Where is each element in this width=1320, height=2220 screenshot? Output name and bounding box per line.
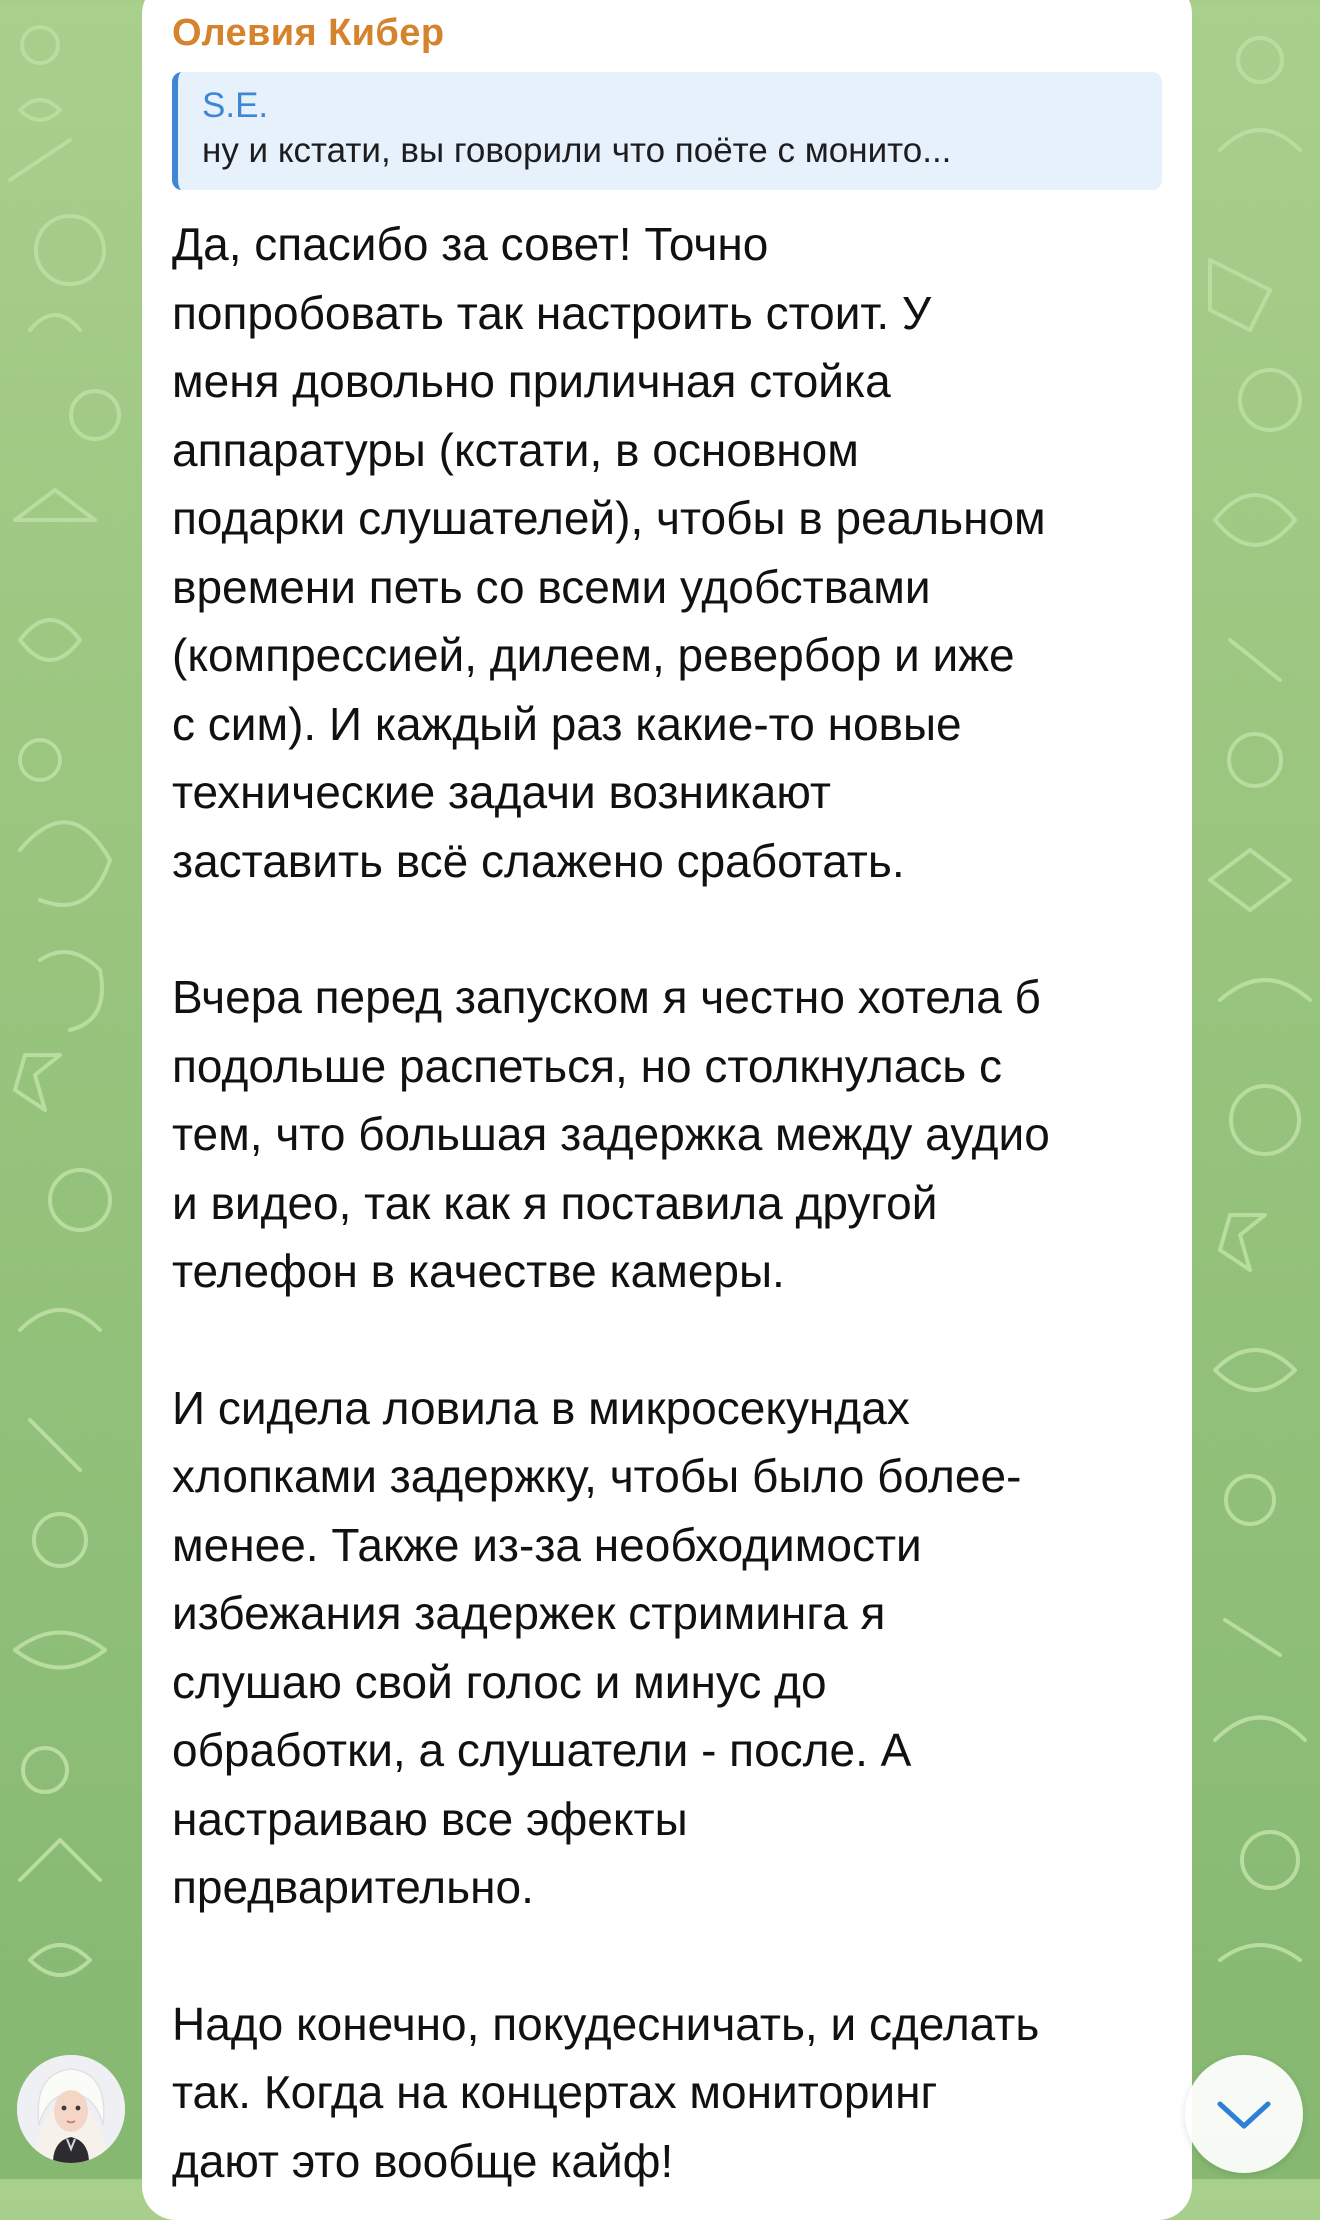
user-avatar[interactable] — [17, 2055, 125, 2163]
wallpaper-doodle — [1215, 1718, 1305, 1741]
wallpaper-doodle — [30, 315, 80, 330]
wallpaper-doodle — [30, 1945, 90, 1975]
message-paragraph: И сидела ловила в микросекундах хлопками задержку, чтобы было более- менее. Также из-за необходимости избежания задержек стриминга я слушаю свой голос и минус до обработки, а слушатели - после. А настраиваю все эфекты предварительно. — [172, 1381, 1022, 1913]
wallpaper-doodle — [20, 1840, 100, 1880]
wallpaper-doodle — [1230, 640, 1280, 680]
wallpaper-doodle — [20, 740, 60, 780]
wallpaper-doodle — [1238, 38, 1282, 82]
wallpaper-doodle — [1210, 850, 1290, 910]
message-paragraph: Надо конечно, покудесничать, и сделать так. Когда на концертах мониторинг дают это вообще кайф! — [172, 1997, 1040, 2187]
wallpaper-doodle — [20, 822, 110, 905]
reply-author: S.E. — [202, 86, 269, 125]
wallpaper-doodle — [15, 490, 95, 520]
wallpaper-doodle — [1220, 130, 1300, 150]
wallpaper-doodle — [20, 1310, 100, 1330]
wallpaper-doodle — [15, 1055, 60, 1110]
wallpaper-doodle — [1225, 1620, 1280, 1655]
wallpaper-doodle — [23, 1748, 67, 1792]
wallpaper-doodle — [1231, 1086, 1299, 1154]
wallpaper-doodle — [1220, 1945, 1300, 1960]
wallpaper-doodle — [20, 620, 80, 660]
reply-quote[interactable] — [172, 72, 1162, 190]
wallpaper-doodle — [71, 391, 119, 439]
wallpaper-doodle — [36, 216, 104, 284]
wallpaper-doodle — [1240, 370, 1300, 430]
wallpaper-doodle — [20, 100, 60, 120]
avatar-image — [17, 2055, 125, 2163]
wallpaper-doodle — [1242, 1832, 1298, 1888]
wallpaper-doodle — [22, 27, 58, 63]
wallpaper-doodle — [15, 1633, 105, 1668]
wallpaper-doodle — [10, 140, 70, 180]
wallpaper-doodle — [1220, 1215, 1265, 1270]
wallpaper-doodle — [1210, 260, 1270, 330]
wallpaper-doodle — [30, 1420, 80, 1470]
chevron-down-icon — [1214, 2094, 1274, 2134]
message-text — [172, 210, 1162, 2195]
wallpaper-doodle — [1215, 495, 1295, 545]
wallpaper-doodle — [40, 952, 102, 1030]
message-paragraph: Вчера перед запуском я честно хотела б подольше распеться, но столкнулась с тем, что большая задержка между аудио и видео, так как я поставила другой телефон в качестве камеры. — [172, 971, 1050, 1297]
wallpaper-doodle — [34, 1514, 86, 1566]
wallpaper-doodle — [1220, 980, 1310, 1000]
wallpaper-doodle — [50, 1170, 110, 1230]
reply-preview: ну и кстати, вы говорили что поёте с монито... — [202, 130, 952, 170]
message-bubble[interactable] — [142, 0, 1192, 2220]
sender-name[interactable]: Олевия Кибер — [172, 12, 445, 54]
scroll-down-button[interactable] — [1185, 2055, 1303, 2173]
wallpaper-doodle — [1229, 734, 1281, 786]
wallpaper-doodle — [1215, 1350, 1295, 1390]
wallpaper-doodle — [1226, 1476, 1274, 1524]
message-paragraph: Да, спасибо за совет! Точно попробовать так настроить стоит. У меня довольно приличная стойка аппаратуры (кстати, в основном подарки слушателей), чтобы в реальном времени петь со всеми удобствами (компрессией, дилеем, ревербор и иже с сим). И каждый раз какие-то новые технические задачи возникают заставить всё слажено сработать. — [172, 218, 1046, 887]
